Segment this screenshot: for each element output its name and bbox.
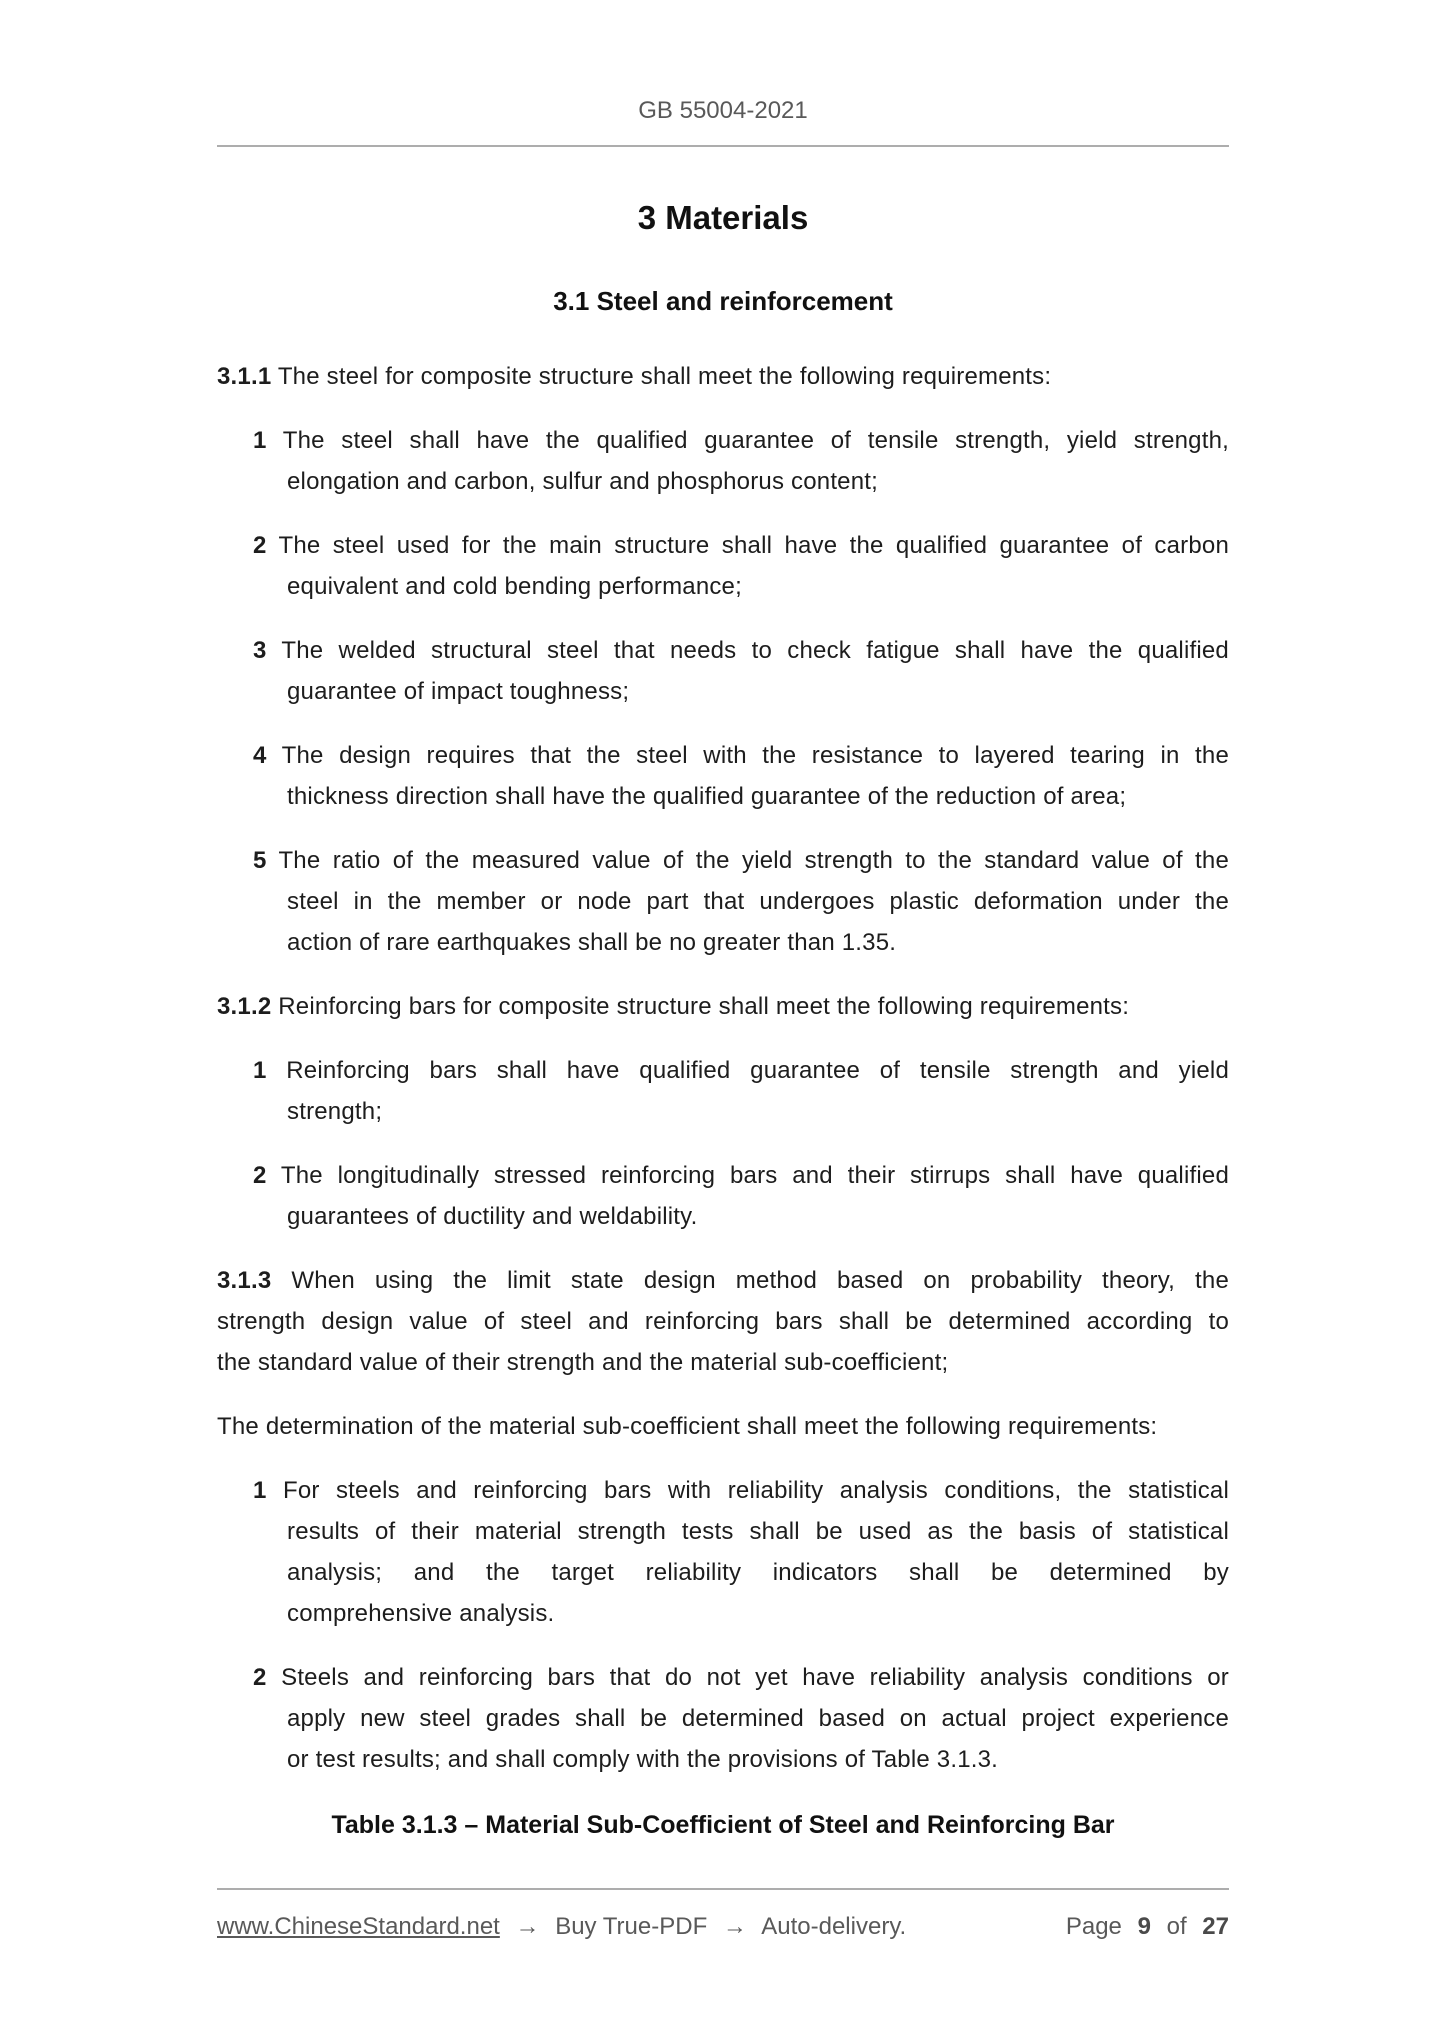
text-line: 3.1.2 Reinforcing bars for composite structure shall meet the following requirements:	[217, 993, 1130, 1020]
text-line: results of their material strength tests shall be used as the basis of statistical	[287, 1518, 1229, 1545]
footer-buy-label: Buy True-PDF	[555, 1913, 708, 1940]
text-line: 2 The longitudinally stressed reinforcing bars and their stirrups shall have qualified	[253, 1162, 1229, 1189]
section-heading: 3.1 Steel and reinforcement	[553, 286, 893, 316]
text-line: strength;	[287, 1098, 383, 1125]
clause-3.1.1	[217, 356, 1229, 397]
text-line: 3.1.1 The steel for composite structure shall meet the following requirements:	[217, 363, 1052, 390]
list-item-5	[217, 840, 1229, 963]
text-line: 3.1.3 When using the limit state design method based on probability theory, the	[217, 1267, 1229, 1294]
text-line: The determination of the material sub-coefficient shall meet the following requirements:	[217, 1413, 1158, 1440]
clause-number: 2	[253, 532, 267, 559]
text-line: equivalent and cold bending performance;	[287, 573, 742, 600]
document-body	[217, 356, 1229, 1780]
text-line: 1 For steels and reinforcing bars with reliability analysis conditions, the statistical	[253, 1477, 1229, 1504]
footer-arrow-icon: →	[515, 1913, 540, 1940]
clause-number: 3	[253, 637, 267, 664]
text-line: elongation and carbon, sulfur and phosphorus content;	[287, 468, 879, 495]
clause-number: 3.1.3	[217, 1267, 272, 1294]
paragraph	[217, 1406, 1229, 1447]
text-line: apply new steel grades shall be determined based on actual project experience	[287, 1705, 1229, 1732]
text-line: comprehensive analysis.	[287, 1600, 555, 1627]
header-divider	[217, 145, 1229, 147]
clause-number: 3.1.1	[217, 363, 272, 390]
page-indicator	[1057, 1912, 1229, 1942]
list-item-3	[217, 630, 1229, 712]
table-caption: Table 3.1.3 – Material Sub-Coefficient of Steel and Reinforcing Bar	[331, 1811, 1115, 1839]
clause-number: 1	[253, 1477, 267, 1504]
page-footer	[217, 1912, 1229, 1942]
text-line: action of rare earthquakes shall be no greater than 1.35.	[287, 929, 897, 956]
text-line: strength design value of steel and reinforcing bars shall be determined according to	[217, 1308, 1229, 1335]
clause-number: 1	[253, 1057, 267, 1084]
page-current: 9	[1137, 1913, 1151, 1940]
clause-3.1.2	[217, 986, 1229, 1027]
clause-number: 2	[253, 1664, 267, 1691]
list-item-1	[217, 1470, 1229, 1634]
footer-arrow-icon: →	[722, 1913, 747, 1940]
text-line: guarantees of ductility and weldability.	[287, 1203, 698, 1230]
page-total: 27	[1202, 1913, 1229, 1940]
text-line: guarantee of impact toughness;	[287, 678, 630, 705]
text-line: or test results; and shall comply with the provisions of Table 3.1.3.	[287, 1746, 999, 1773]
clause-3.1.3	[217, 1260, 1229, 1383]
list-item-2	[217, 525, 1229, 607]
list-item-2	[217, 1155, 1229, 1237]
text-line: analysis; and the target reliability indicators shall be determined by	[287, 1559, 1229, 1586]
page-of-label: of	[1166, 1913, 1187, 1940]
text-line: 4 The design requires that the steel with the resistance to layered tearing in the	[253, 742, 1229, 769]
page-label: Page	[1065, 1913, 1122, 1940]
list-item-4	[217, 735, 1229, 817]
footer-site-link[interactable]: www.ChineseStandard.net	[217, 1913, 500, 1940]
clause-number: 3.1.2	[217, 993, 272, 1020]
document-number-header: GB 55004-2021	[638, 97, 808, 124]
footer-delivery-label: Auto-delivery.	[761, 1913, 907, 1940]
text-line: 2 The steel used for the main structure shall have the qualified guarantee of carbon	[253, 532, 1229, 559]
text-line: 3 The welded structural steel that needs to check fatigue shall have the qualified	[253, 637, 1229, 664]
text-line: 2 Steels and reinforcing bars that do not yet have reliability analysis conditions or	[253, 1664, 1229, 1691]
footer-left	[217, 1912, 915, 1942]
clause-number: 4	[253, 742, 267, 769]
page-content	[217, 0, 1229, 1841]
clause-number: 5	[253, 847, 267, 874]
footer-divider	[217, 1888, 1229, 1890]
clause-number: 1	[253, 427, 267, 454]
text-line: steel in the member or node part that undergoes plastic deformation under the	[287, 888, 1229, 915]
text-line: 1 Reinforcing bars shall have qualified guarantee of tensile strength and yield	[253, 1057, 1229, 1084]
text-line: thickness direction shall have the qualified guarantee of the reduction of area;	[287, 783, 1127, 810]
list-item-1	[217, 420, 1229, 502]
list-item-1	[217, 1050, 1229, 1132]
clause-number: 2	[253, 1162, 267, 1189]
text-line: the standard value of their strength and the material sub-coefficient;	[217, 1349, 949, 1376]
chapter-title: 3 Materials	[637, 199, 809, 236]
text-line: 1 The steel shall have the qualified guarantee of tensile strength, yield strength,	[253, 427, 1229, 454]
text-line: 5 The ratio of the measured value of the yield strength to the standard value of the	[253, 847, 1229, 874]
list-item-2	[217, 1657, 1229, 1780]
